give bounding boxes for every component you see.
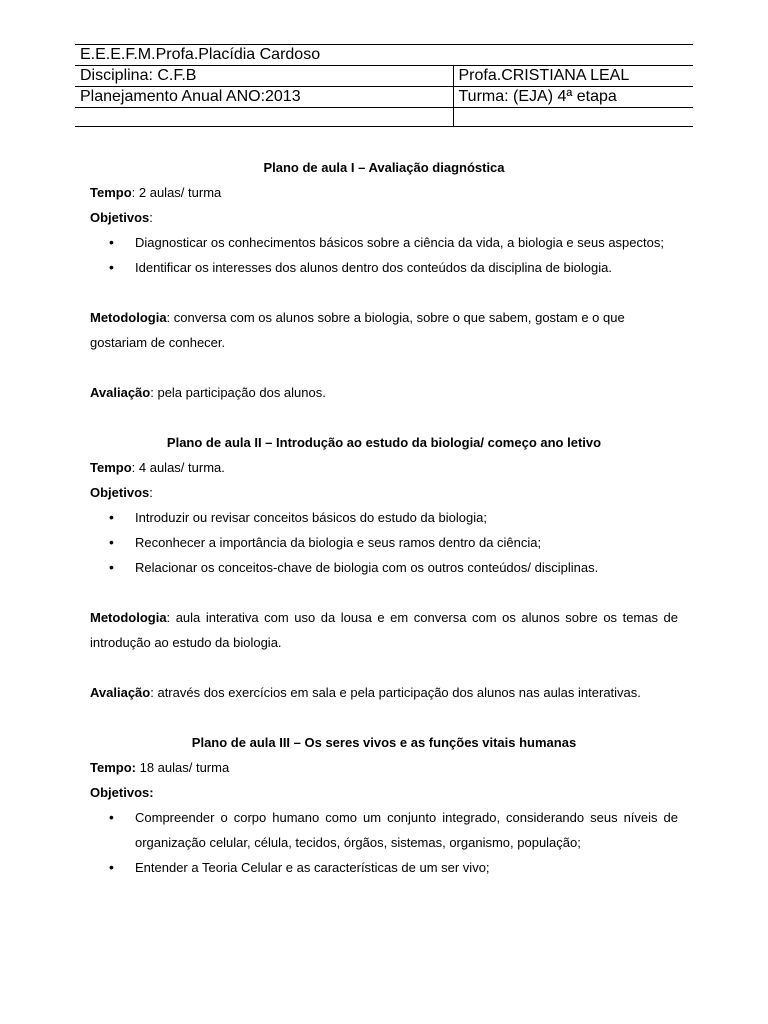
avaliacao-value: : através dos exercícios em sala e pela participação dos alunos nas aulas interativas. [150,685,641,700]
tempo-line [90,755,678,780]
header-empty-cell [75,108,453,127]
metodologia-label: Metodologia [90,610,167,625]
spacer [90,655,678,680]
objetivos-line [90,480,678,505]
avaliacao-paragraph [90,380,678,405]
avaliacao-value: : pela participação dos alunos. [150,385,326,400]
avaliacao-paragraph [90,680,678,705]
objectives-list [90,230,678,280]
objective-item: • Diagnosticar os conhecimentos básicos sobre a ciência da vida, a biologia e seus aspectos; [135,230,678,255]
tempo-value: : 2 aulas/ turma [131,185,222,200]
header-table [75,44,693,127]
objectives-list [90,805,678,880]
metodologia-label: Metodologia [90,310,167,325]
metodologia-value: : conversa com os alunos sobre a biologia, sobre o que sabem, gostam e o que gostariam de conhecer. [90,310,625,350]
school-name: E.E.E.F.M.Profa.Placídia Cardoso [75,45,453,66]
tempo-line [90,455,678,480]
tempo-label: Tempo: [90,760,136,775]
tempo-label: Tempo [90,185,132,200]
tempo-line [90,180,678,205]
avaliacao-label: Avaliação [90,685,151,700]
header-row [75,87,693,108]
tempo-value: 18 aulas/ turma [135,760,230,775]
header-empty-cell [453,108,693,127]
header-row [75,66,693,87]
header-row [75,45,693,66]
spacer [90,705,678,730]
plan-title: Plano de aula I – Avaliação diagnóstica [263,160,505,175]
objective-item: • Identificar os interesses dos alunos dentro dos conteúdos da disciplina de biologia. [135,255,678,280]
objective-item: • Introduzir ou revisar conceitos básicos do estudo da biologia; [135,505,678,530]
header-empty-cell [453,45,693,66]
objectives-list [90,505,678,580]
plan-title: Plano de aula III – Os seres vivos e as funções vitais humanas [191,735,577,750]
tempo-label: Tempo [90,460,132,475]
objetivos-label: Objetivos: [90,785,154,800]
teacher-cell: Profa.CRISTIANA LEAL [453,66,693,87]
spacer [90,280,678,305]
document-body [90,155,678,880]
discipline-cell: Disciplina: C.F.B [75,66,453,87]
objective-item: • Relacionar os conceitos-chave de biologia com os outros conteúdos/ disciplinas. [135,555,678,580]
objetivos-colon: : [149,485,153,500]
objetivos-line [90,205,678,230]
metodologia-paragraph [90,305,678,355]
objective-item: • Entender a Teoria Celular e as características de um ser vivo; [135,855,678,880]
spacer [90,405,678,430]
class-cell: Turma: (EJA) 4ª etapa [453,87,693,108]
header-row [75,108,693,127]
objetivos-label: Objetivos [90,485,150,500]
tempo-value: : 4 aulas/ turma. [131,460,225,475]
spacer [90,355,678,380]
objetivos-label: Objetivos [90,210,150,225]
objective-item: • Reconhecer a importância da biologia e seus ramos dentro da ciência; [135,530,678,555]
plan-title: Plano de aula II – Introdução ao estudo da biologia/ começo ano letivo [166,435,602,450]
objective-item: • Compreender o corpo humano como um conjunto integrado, considerando seus níveis de organização celular, célula, tecidos, órgãos, sistemas, organismo, população; [135,805,678,855]
metodologia-paragraph [90,605,678,655]
objetivos-colon: : [149,210,153,225]
avaliacao-label: Avaliação [90,385,151,400]
spacer [90,580,678,605]
objetivos-line [90,780,678,805]
metodologia-value: : aula interativa com uso da lousa e em conversa com os alunos sobre os temas de introdução ao estudo da biologia. [90,610,678,650]
planning-cell: Planejamento Anual ANO:2013 [75,87,453,108]
